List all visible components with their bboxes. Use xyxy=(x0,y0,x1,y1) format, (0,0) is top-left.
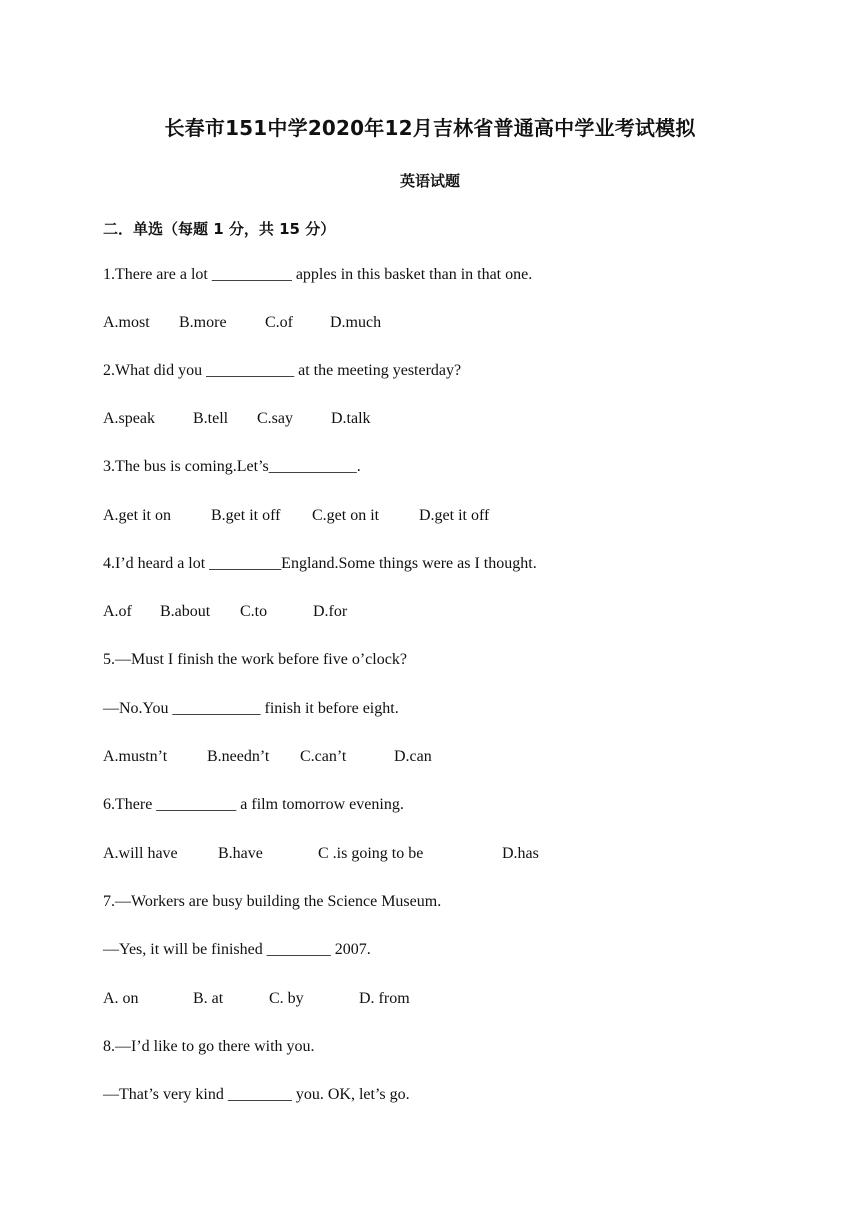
question-3-option-c: C.get on it xyxy=(312,507,380,524)
question-2-option-a: A.speak xyxy=(103,410,155,427)
question-1-option-b: B.more xyxy=(179,314,227,331)
question-5-option-a: A.mustn’t xyxy=(103,748,168,765)
question-2-option-d: D.talk xyxy=(331,410,371,427)
question-1-option-a: A.most xyxy=(103,314,150,331)
question-2-option-b: B.tell xyxy=(193,410,229,427)
question-1-option-c: C.of xyxy=(265,314,293,331)
question-1-text: 1.There are a lot __________ apples in this basket than in that one. xyxy=(103,266,533,283)
question-7-option-d: D. from xyxy=(359,990,410,1007)
question-5-option-b: B.needn’t xyxy=(207,748,270,765)
question-5-option-d: D.can xyxy=(394,748,432,765)
question-7-option-b: B. at xyxy=(193,990,224,1007)
question-6-text: 6.There __________ a film tomorrow evening. xyxy=(103,796,404,813)
exam-title: 长春市151中学2020年12月吉林省普通高中学业考试模拟 xyxy=(164,116,696,140)
question-3-text: 3.The bus is coming.Let’s___________. xyxy=(103,458,361,475)
exam-subtitle: 英语试题 xyxy=(399,172,460,190)
question-4-option-c: C.to xyxy=(240,603,268,620)
question-6-option-b: B.have xyxy=(218,845,263,862)
question-4-text: 4.I’d heard a lot _________England.Some things were as I thought. xyxy=(103,555,537,572)
question-3-option-b: B.get it off xyxy=(211,507,281,524)
question-5-reply: —No.You ___________ finish it before eight. xyxy=(103,700,399,717)
question-1-option-d: D.much xyxy=(330,314,382,331)
question-6-option-a: A.will have xyxy=(103,845,178,862)
question-5-text: 5.—Must I finish the work before five o’clock? xyxy=(103,651,407,668)
question-3-option-a: A.get it on xyxy=(103,507,171,524)
question-2-option-c: C.say xyxy=(257,410,293,427)
question-2-text: 2.What did you ___________ at the meeting yesterday? xyxy=(103,362,462,379)
question-5-option-c: C.can’t xyxy=(300,748,347,765)
section-heading: 二．单选（每题 1 分，共 15 分） xyxy=(103,220,336,238)
question-7-option-a: A. on xyxy=(103,990,139,1007)
question-6-option-d: D.has xyxy=(502,845,539,862)
question-4-option-a: A.of xyxy=(103,603,132,620)
question-4-option-d: D.for xyxy=(313,603,348,620)
question-6-option-c: C .is going to be xyxy=(318,845,424,862)
question-8-reply: —That’s very kind ________ you. OK, let’s go. xyxy=(103,1086,410,1103)
question-7-option-c: C. by xyxy=(269,990,304,1007)
question-3-option-d: D.get it off xyxy=(419,507,490,524)
question-4-option-b: B.about xyxy=(160,603,211,620)
question-8-text: 8.—I’d like to go there with you. xyxy=(103,1038,315,1055)
question-7-text: 7.—Workers are busy building the Science Museum. xyxy=(103,893,442,910)
question-7-reply: —Yes, it will be finished ________ 2007. xyxy=(103,941,371,958)
